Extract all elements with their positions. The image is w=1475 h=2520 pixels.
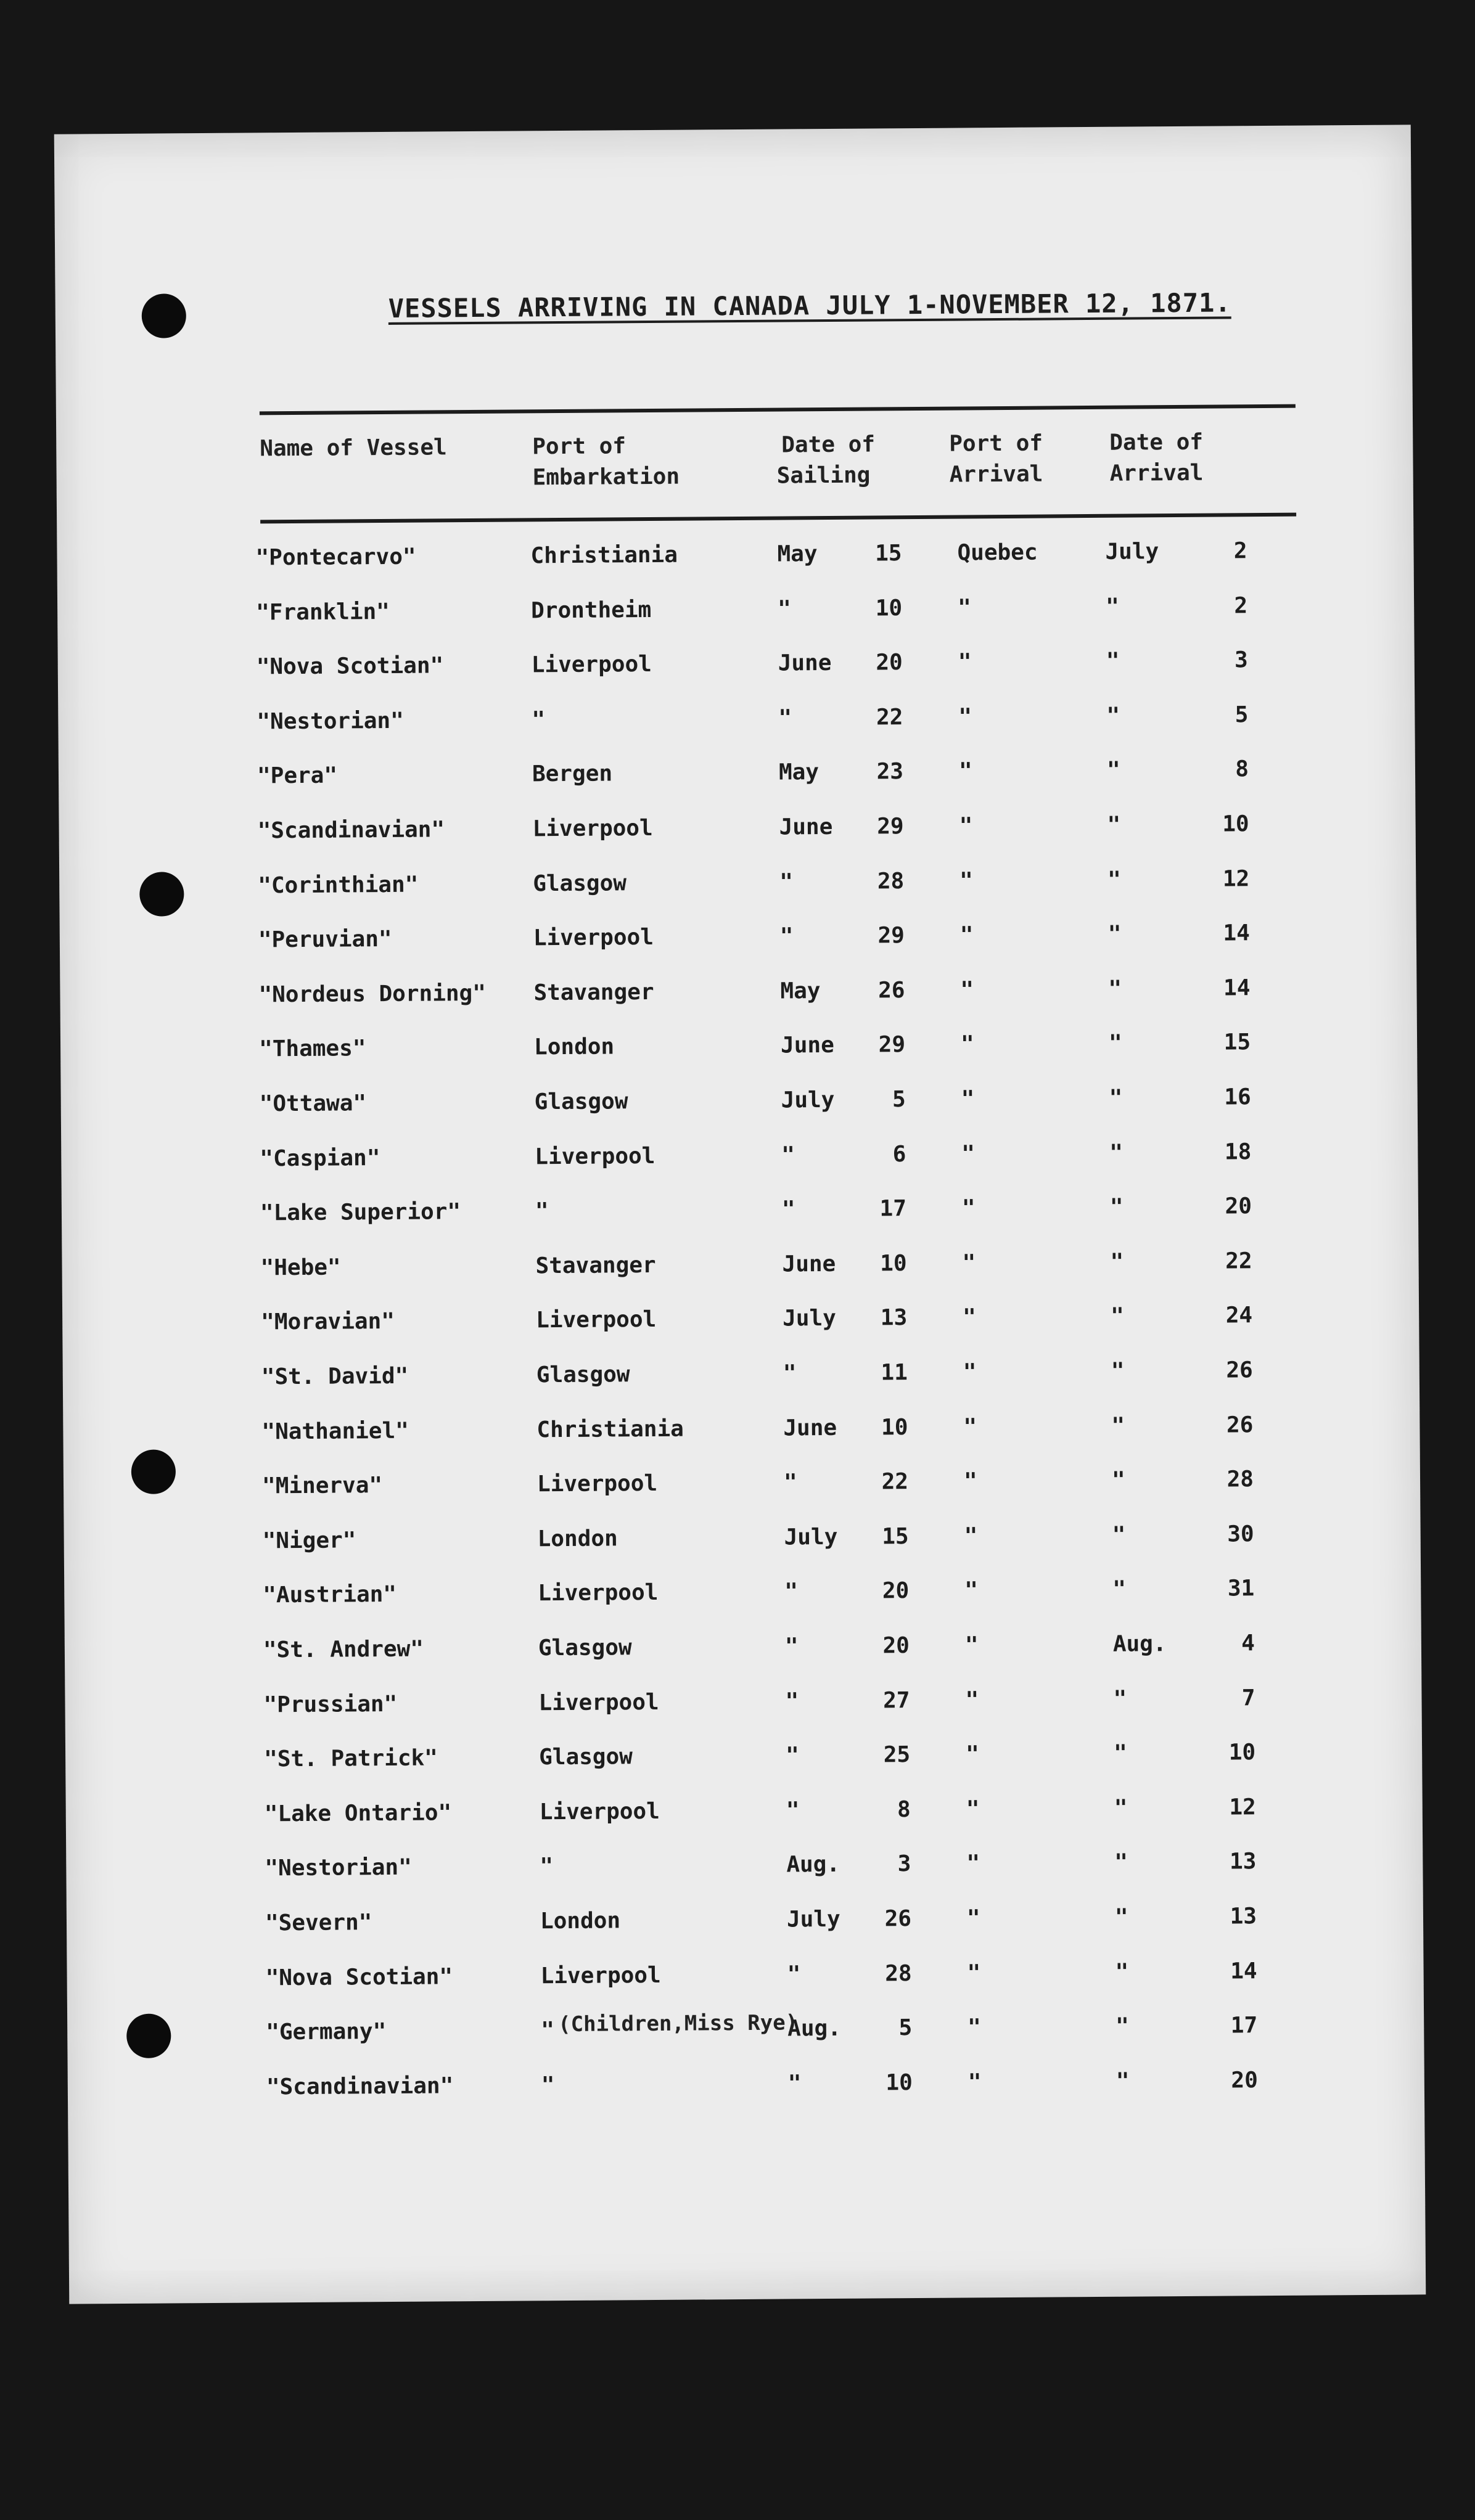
port-of-embarkation: Stavanger (533, 979, 654, 1006)
table-row (64, 1518, 1421, 1565)
port-of-arrival: " (963, 1304, 977, 1330)
arrival-day: 18 (1224, 1139, 1252, 1165)
port-of-embarkation: London (537, 1526, 618, 1552)
vessel-name: "Minerva" (261, 1473, 383, 1499)
prussian-note: (Children,Miss Rye) (558, 2010, 799, 2037)
sailing-day: 20 (882, 1578, 910, 1604)
sailing-day: 8 (897, 1796, 911, 1823)
sailing-month: June (780, 1033, 834, 1058)
table-row (58, 645, 1415, 691)
vessel-name: "Ottawa" (259, 1090, 367, 1117)
table-row (61, 1136, 1418, 1182)
header-port-arrival-line1: Port of (949, 430, 1043, 457)
sailing-day: 10 (880, 1250, 907, 1277)
vessel-name: "Austrian" (263, 1582, 397, 1608)
vessel-name: "Nova Scotian" (265, 1963, 453, 1990)
table-row (64, 1463, 1420, 1510)
table-row (65, 1737, 1422, 1783)
arrival-month: " (1109, 1194, 1124, 1220)
port-of-embarkation: Glasgow (534, 1089, 628, 1115)
header-port-arrival (949, 428, 1043, 491)
arrival-day: 28 (1226, 1467, 1254, 1492)
sailing-month: " (787, 1961, 801, 1987)
arrival-day: 22 (1225, 1248, 1252, 1274)
port-of-arrival: " (963, 1468, 977, 1494)
vessel-name: "Moravian" (261, 1309, 395, 1335)
vessel-name: "Pontecarvo" (255, 544, 416, 571)
sailing-month: June (779, 814, 833, 840)
sailing-day: 11 (881, 1360, 908, 1386)
table-row (62, 1245, 1418, 1291)
sailing-month: " (779, 923, 794, 949)
arrival-month: " (1112, 1522, 1126, 1548)
vessel-name: "Lake Superior" (260, 1199, 461, 1226)
arrival-month: " (1112, 1577, 1127, 1603)
table-row (64, 1573, 1421, 1619)
port-of-embarkation: " (532, 706, 546, 733)
arrival-day: 16 (1224, 1084, 1251, 1110)
vessel-name: "Caspian" (260, 1145, 380, 1172)
port-of-embarkation: " (541, 2018, 555, 2043)
port-of-embarkation: London (540, 1908, 621, 1934)
vessel-name: "St. Patrick" (264, 1745, 438, 1772)
port-of-embarkation: Liverpool (536, 1471, 658, 1497)
arrival-day: 7 (1241, 1685, 1255, 1711)
table-row (57, 535, 1413, 581)
table-row (63, 1354, 1420, 1401)
arrival-month: " (1115, 2013, 1130, 2039)
vessel-name: "Scandinavian" (266, 2073, 454, 2100)
header-vessel-label: Name of Vessel (260, 435, 447, 462)
arrival-day: 14 (1230, 1958, 1257, 1984)
arrival-month: " (1106, 758, 1120, 783)
port-of-arrival: " (959, 867, 974, 894)
port-of-arrival: " (960, 1031, 974, 1057)
port-of-arrival: " (958, 704, 972, 730)
table-row (60, 972, 1416, 1018)
table-row (62, 1300, 1419, 1346)
port-of-arrival: Quebec (957, 539, 1038, 566)
header-date-arrival-line2: Arrival (1109, 460, 1204, 486)
arrival-month: " (1111, 1358, 1125, 1384)
arrival-day: 12 (1222, 865, 1250, 892)
arrival-day: 15 (1223, 1029, 1251, 1055)
header-date-sailing (776, 429, 875, 491)
port-of-embarkation: Liverpool (531, 652, 652, 678)
sailing-day: 27 (883, 1687, 910, 1713)
sailing-month: " (781, 1197, 795, 1222)
table-row (67, 1900, 1423, 1947)
port-of-embarkation: Drontheim (531, 597, 652, 623)
sailing-month: " (783, 1360, 797, 1386)
sailing-month: July (783, 1306, 837, 1332)
arrival-day: 13 (1230, 1904, 1257, 1929)
port-of-arrival: " (962, 1250, 976, 1276)
port-of-arrival: " (966, 1796, 980, 1822)
vessel-name: "Nathaniel" (261, 1418, 409, 1445)
port-of-embarkation: " (541, 2072, 555, 2098)
sailing-day: 10 (875, 595, 903, 621)
arrival-month: " (1113, 1686, 1127, 1712)
header-top-rule (260, 404, 1296, 415)
arrival-month: " (1107, 921, 1122, 947)
arrival-day: 17 (1230, 2013, 1258, 2039)
arrival-month: " (1114, 1795, 1128, 1821)
table-row (67, 1955, 1423, 2002)
sailing-day: 22 (881, 1469, 909, 1495)
vessel-name: "Franklin" (256, 599, 390, 626)
sailing-day: 28 (877, 868, 905, 894)
port-of-arrival: " (963, 1413, 977, 1440)
arrival-day: 24 (1225, 1303, 1253, 1328)
header-port-embarkation-line2: Embarkation (532, 464, 680, 491)
table-row (57, 590, 1414, 636)
port-of-embarkation: Liverpool (538, 1689, 659, 1716)
table-row (60, 1027, 1417, 1073)
table-row (66, 1791, 1423, 1838)
sailing-day: 15 (882, 1523, 909, 1550)
arrival-day: 2 (1234, 592, 1248, 618)
port-of-embarkation: Liverpool (539, 1798, 660, 1825)
table-row (66, 1846, 1423, 1892)
arrival-day: 13 (1229, 1849, 1257, 1875)
table-row (59, 808, 1415, 854)
sailing-day: 5 (892, 1087, 906, 1113)
arrival-month: " (1107, 812, 1121, 838)
arrival-month: " (1109, 1085, 1123, 1111)
sailing-month: " (778, 705, 792, 731)
port-of-embarkation: Bergen (532, 761, 613, 787)
port-of-arrival: " (966, 1851, 980, 1876)
arrival-month: " (1111, 1467, 1125, 1493)
header-date-arrival (1109, 427, 1203, 489)
arrival-day: 26 (1226, 1412, 1254, 1438)
sailing-day: 17 (879, 1196, 907, 1222)
arrival-month: July (1105, 539, 1159, 565)
arrival-day: 8 (1235, 756, 1249, 782)
arrival-month: " (1110, 1249, 1124, 1275)
port-of-embarkation: " (535, 1198, 549, 1224)
arrival-month: " (1115, 2068, 1130, 2094)
vessel-name: "Nordeus Dorning" (258, 980, 487, 1008)
table-row (65, 1627, 1421, 1674)
port-of-arrival: " (967, 1960, 981, 1986)
port-of-embarkation: Liverpool (533, 925, 654, 951)
port-of-arrival: " (957, 594, 971, 621)
arrival-day: 4 (1241, 1630, 1255, 1656)
vessel-name: "Peruvian" (258, 927, 392, 953)
table-row (62, 1191, 1418, 1237)
sailing-day: 6 (892, 1141, 906, 1167)
vessel-name: "Severn" (265, 1910, 372, 1936)
sailing-month: June (783, 1415, 837, 1441)
sailing-day: 3 (897, 1851, 911, 1877)
vessel-name: "Thames" (258, 1036, 366, 1062)
sailing-day: 20 (882, 1633, 910, 1659)
arrival-day: 5 (1235, 702, 1249, 728)
sailing-day: 28 (885, 1960, 912, 1986)
table-row (59, 754, 1415, 800)
sailing-month: " (783, 1470, 797, 1495)
port-of-arrival: " (961, 1140, 976, 1167)
port-of-arrival: " (965, 1741, 979, 1767)
sailing-month: " (785, 1688, 799, 1714)
port-of-arrival: " (964, 1523, 978, 1549)
sailing-month: " (786, 1798, 800, 1823)
port-of-embarkation: Liverpool (536, 1307, 657, 1333)
port-of-embarkation: " (540, 1854, 554, 1880)
port-of-embarkation: Glasgow (536, 1362, 630, 1388)
document-page (54, 125, 1426, 2304)
arrival-month: " (1114, 1904, 1128, 1930)
port-of-arrival: " (959, 922, 974, 948)
sailing-month: Aug. (787, 2016, 842, 2042)
sailing-day: 26 (877, 977, 905, 1004)
arrival-day: 10 (1222, 811, 1249, 837)
sailing-month: May (777, 541, 818, 567)
arrival-day: 20 (1231, 2067, 1258, 2093)
port-of-embarkation: Liverpool (535, 1143, 655, 1169)
header-port-arrival-line2: Arrival (949, 461, 1043, 488)
sailing-month: July (781, 1087, 835, 1113)
vessel-name: "Germany" (266, 2019, 387, 2045)
arrival-month: " (1113, 1740, 1127, 1766)
sailing-day: 20 (876, 650, 903, 676)
arrival-day: 14 (1223, 920, 1250, 946)
sailing-month: June (782, 1251, 836, 1277)
vessel-name: "St. David" (261, 1363, 409, 1390)
header-bottom-rule (260, 513, 1296, 524)
port-of-embarkation: Glasgow (538, 1744, 633, 1770)
arrival-day: 30 (1227, 1521, 1254, 1547)
arrival-month: " (1115, 1959, 1129, 1985)
sailing-month: " (778, 595, 791, 622)
sailing-month: " (779, 869, 794, 895)
arrival-month: " (1107, 867, 1122, 893)
arrival-day: 12 (1229, 1794, 1256, 1820)
arrival-day: 10 (1228, 1740, 1256, 1765)
port-of-embarkation: Liverpool (538, 1580, 659, 1606)
sailing-day: 13 (880, 1305, 908, 1331)
header-vessel (260, 432, 447, 464)
port-of-arrival: " (958, 649, 972, 675)
header-date-sailing-line1: Date of (781, 432, 876, 458)
arrival-month: Aug. (1112, 1631, 1167, 1657)
arrival-month: " (1105, 594, 1119, 620)
sailing-day: 29 (878, 1032, 906, 1058)
vessel-name: "Prussian" (263, 1691, 398, 1718)
table-row (63, 1409, 1420, 1455)
arrival-month: " (1108, 976, 1122, 1002)
vessel-name: "Scandinavian" (257, 817, 445, 844)
port-of-embarkation: Stavanger (535, 1252, 656, 1279)
sailing-month: June (778, 650, 832, 676)
sailing-day: 23 (876, 759, 904, 785)
table-row (60, 918, 1416, 964)
header-date-sailing-line2: Sailing (776, 462, 871, 489)
sailing-month: July (786, 1906, 840, 1933)
port-of-arrival: " (964, 1632, 979, 1658)
sailing-month: May (780, 978, 821, 1004)
table-row (65, 1682, 1421, 1728)
vessel-name: "Nestorian" (257, 708, 404, 735)
arrival-month: " (1114, 1850, 1128, 1876)
table-row (59, 863, 1416, 909)
port-of-embarkation: London (533, 1034, 615, 1060)
sailing-month: " (787, 2071, 802, 2097)
table-row (61, 1081, 1418, 1127)
vessel-name: "Nova Scotian" (256, 653, 444, 680)
port-of-arrival: " (968, 2069, 982, 2095)
sailing-day: 10 (885, 2069, 913, 2096)
sailing-day: 10 (881, 1414, 908, 1441)
vessel-name: "Corinthian" (258, 872, 419, 899)
port-of-embarkation: Liverpool (540, 1962, 661, 1989)
port-of-arrival: " (958, 758, 972, 784)
port-of-arrival: " (961, 1195, 976, 1221)
sailing-day: 15 (875, 541, 902, 567)
sailing-month: " (784, 1634, 799, 1659)
arrival-month: " (1111, 1304, 1125, 1330)
port-of-embarkation: Glasgow (538, 1635, 632, 1661)
arrival-month: " (1108, 1031, 1122, 1057)
sailing-day: 29 (877, 814, 904, 840)
sailing-day: 22 (876, 704, 903, 730)
port-of-arrival: " (960, 977, 974, 1003)
port-of-arrival: " (959, 813, 973, 839)
port-of-arrival: " (963, 1359, 977, 1385)
arrival-month: " (1106, 703, 1120, 729)
sailing-day: 29 (877, 923, 905, 949)
sailing-month: May (778, 759, 820, 785)
port-of-arrival: " (961, 1086, 975, 1112)
vessel-name: "St. Andrew" (263, 1636, 424, 1663)
port-of-arrival: " (968, 2015, 982, 2040)
arrival-day: 3 (1234, 647, 1248, 673)
vessel-name: "Niger" (262, 1528, 356, 1554)
vessel-name: "Nestorian" (265, 1855, 412, 1881)
port-of-arrival: " (966, 1905, 980, 1931)
table-row (58, 699, 1415, 745)
port-of-embarkation: Christiania (530, 542, 678, 569)
header-port-embarkation (532, 431, 680, 494)
arrival-day: 26 (1226, 1357, 1253, 1383)
header-date-arrival-line1: Date of (1109, 429, 1204, 456)
sailing-month: " (781, 1142, 795, 1168)
table-row (68, 2064, 1424, 2111)
sailing-month: " (784, 1579, 799, 1605)
sailing-month: " (785, 1743, 799, 1769)
sailing-day: 5 (898, 2015, 913, 2041)
port-of-embarkation: Glasgow (533, 870, 627, 896)
sailing-month: Aug. (786, 1852, 840, 1878)
port-of-arrival: " (965, 1687, 979, 1713)
sailing-month: July (784, 1524, 838, 1550)
punch-hole (142, 293, 187, 338)
port-of-embarkation: Christiania (536, 1416, 684, 1442)
arrival-day: 2 (1233, 538, 1247, 564)
arrival-day: 31 (1227, 1576, 1255, 1602)
vessel-name: "Hebe" (260, 1254, 341, 1281)
arrival-day: 14 (1223, 975, 1251, 1001)
sailing-day: 25 (883, 1742, 911, 1768)
page-title: VESSELS ARRIVING IN CANADA JULY 1-NOVEMBER 12, 1871. (388, 287, 1231, 324)
vessel-name: "Lake Ontario" (264, 1800, 452, 1827)
port-of-arrival: " (964, 1577, 979, 1603)
arrival-month: " (1111, 1413, 1125, 1439)
header-port-embarkation-line1: Port of (532, 433, 627, 460)
vessel-name: "Pera" (257, 763, 338, 789)
arrival-day: 20 (1225, 1193, 1252, 1219)
arrival-month: " (1106, 648, 1120, 674)
sailing-day: 26 (884, 1906, 912, 1932)
port-of-embarkation: Liverpool (532, 815, 653, 842)
arrival-month: " (1109, 1140, 1124, 1166)
